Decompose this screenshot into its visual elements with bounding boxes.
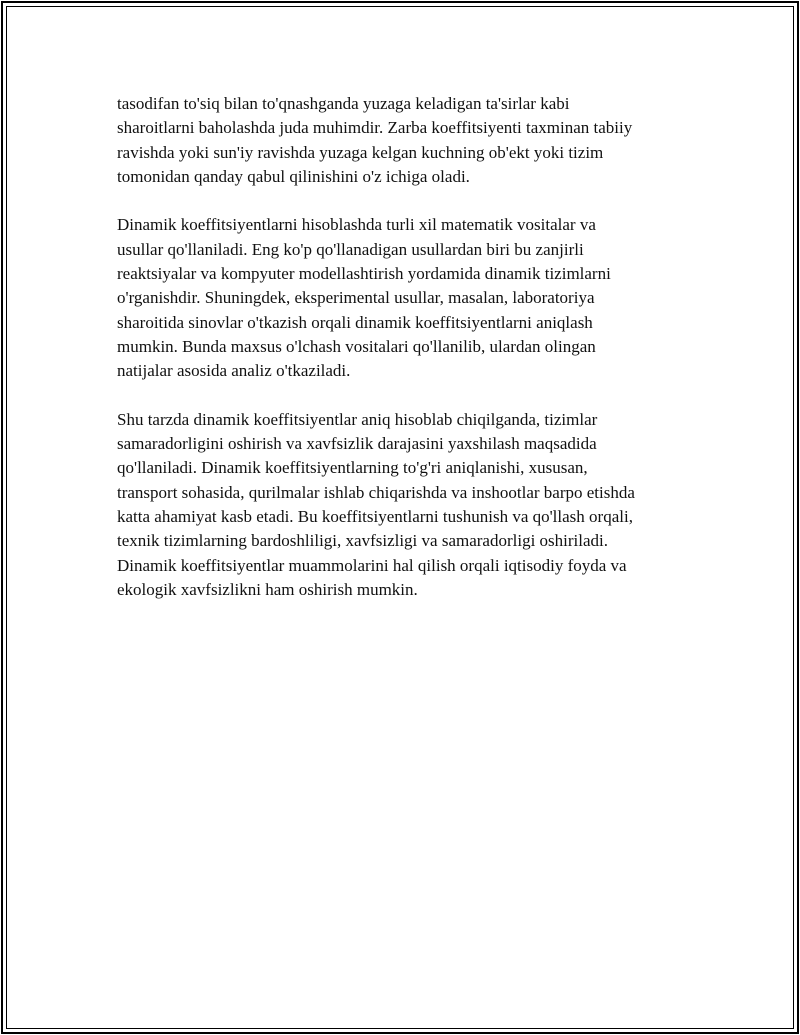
- text-line: sharoitlarni baholashda juda muhimdir. Zarba koeffitsiyenti taxminan tabiiy: [117, 118, 633, 138]
- text-line: Shu tarzda dinamik koeffitsiyentlar aniq hisoblab chiqilganda, tizimlar: [117, 409, 598, 429]
- paragraph-2: [117, 213, 697, 383]
- text-line: tasodifan to'siq bilan to'qnashganda yuzaga keladigan ta'sirlar kabi: [117, 94, 570, 113]
- text-line: Dinamik koeffitsiyentlarni hisoblashda turli xil matematik vositalar va: [117, 215, 596, 235]
- text-line: qo'llaniladi. Dinamik koeffitsiyentlarning to'g'ri aniqlanishi, xususan,: [117, 458, 588, 478]
- text-line: texnik tizimlarning bardoshliligi, xavfsizligi va samaradorligi oshiriladi.: [117, 531, 609, 551]
- text-line: tomonidan qanday qabul qilinishini o'z ichiga oladi.: [117, 166, 470, 186]
- text-line: Dinamik koeffitsiyentlar muammolarini hal qilish orqali iqtisodiy foyda va: [117, 555, 627, 575]
- paragraph-1: [117, 92, 697, 189]
- text-line: transport sohasida, qurilmalar ishlab chiqarishda va inshootlar barpo etishda: [117, 482, 635, 502]
- text-line: o'rganishdir. Shuningdek, eksperimental usullar, masalan, laboratoriya: [117, 288, 595, 308]
- text-line: mumkin. Bunda maxsus o'lchash vositalari qo'llanilib, ulardan olingan: [117, 336, 596, 356]
- text-line: reaktsiyalar va kompyuter modellashtirish yordamida dinamik tizimlarni: [117, 264, 611, 284]
- text-line: katta ahamiyat kasb etadi. Bu koeffitsiyentlarni tushunish va qo'llash orqali,: [117, 507, 633, 527]
- text-line: ekologik xavfsizlikni ham oshirish mumkin.: [117, 579, 418, 599]
- text-line: samaradorligini oshirish va xavfsizlik darajasini yaxshilash maqsadida: [117, 434, 597, 454]
- text-line: ravishda yoki sun'iy ravishda yuzaga kelgan kuchning ob'ekt yoki tizim: [117, 142, 604, 162]
- text-line: usullar qo'llaniladi. Eng ko'p qo'llanadigan usullardan biri bu zanjirli: [117, 239, 584, 259]
- text-line: natijalar asosida analiz o'tkaziladi.: [117, 361, 351, 381]
- text-line: sharoitida sinovlar o'tkazish orqali dinamik koeffitsiyentlarni aniqlash: [117, 312, 593, 332]
- paragraph-3: [117, 408, 697, 602]
- document-body: [117, 92, 697, 627]
